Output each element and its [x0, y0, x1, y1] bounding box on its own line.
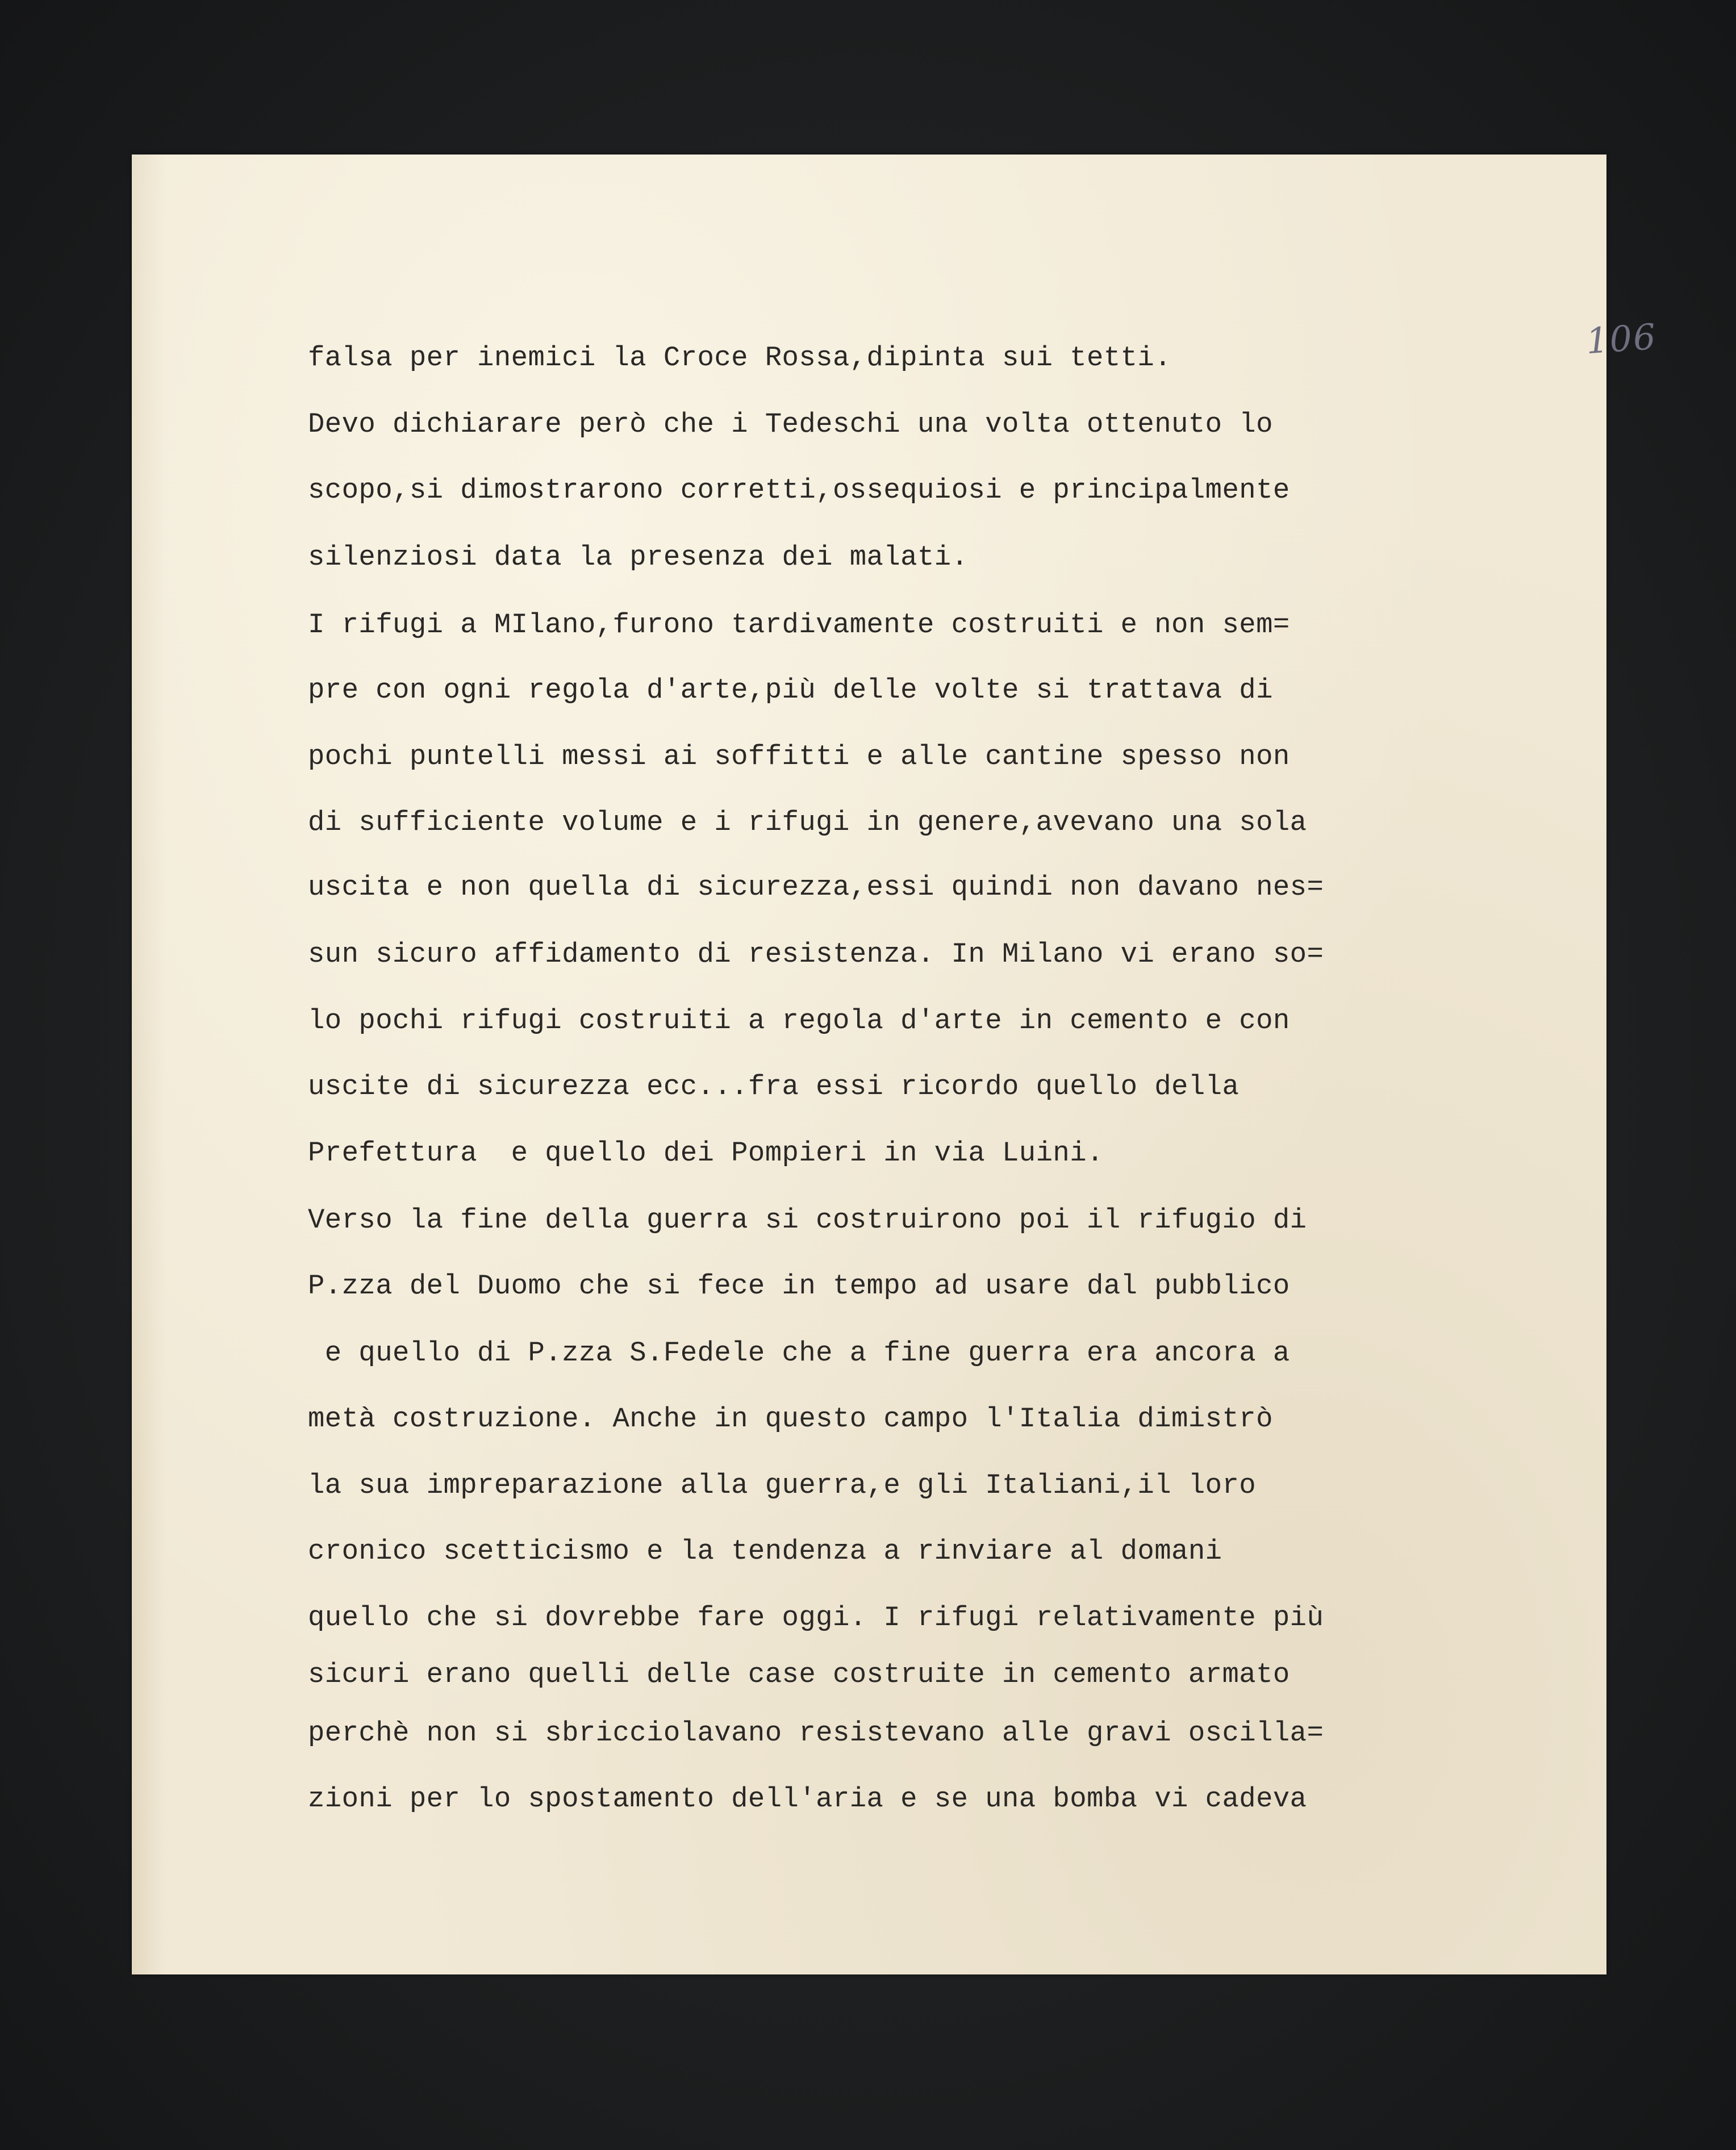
text-line-11: lo pochi rifugi costruiti a regola d'arte in cemento e con [308, 1005, 1290, 1037]
text-line-20: quello che si dovrebbe fare oggi. I rifugi relativamente più [308, 1602, 1324, 1634]
text-line-19: cronico scetticismo e la tendenza a rinviare al domani [308, 1535, 1222, 1567]
text-line-7: pochi puntelli messi ai soffitti e alle cantine spesso non [308, 741, 1290, 773]
text-line-14: Verso la fine della guerra si costruirono poi il rifugio di [308, 1204, 1307, 1236]
text-line-1: falsa per inemici la Croce Rossa,dipinta sui tetti. [308, 342, 1172, 374]
page-number: 106 [1584, 315, 1658, 362]
typewritten-page [132, 155, 1658, 1974]
text-line-15: P.zza del Duomo che si fece in tempo ad usare dal pubblico [308, 1270, 1290, 1302]
text-line-13: Prefettura e quello dei Pompieri in via Luini. [308, 1137, 1104, 1169]
text-line-18: la sua impreparazione alla guerra,e gli Italiani,il loro [308, 1469, 1257, 1501]
text-line-22: perchè non si sbricciolavano resistevano alle gravi oscilla= [308, 1717, 1324, 1749]
text-line-16: e quello di P.zza S.Fedele che a fine guerra era ancora a [308, 1337, 1290, 1369]
text-line-8: di sufficiente volume e i rifugi in genere,avevano una sola [308, 807, 1307, 838]
text-line-9: uscita e non quella di sicurezza,essi quindi non davano nes= [308, 871, 1324, 903]
text-line-17: metà costruzione. Anche in questo campo l'Italia dimistrò [308, 1403, 1273, 1435]
text-line-2: Devo dichiarare però che i Tedeschi una volta ottenuto lo [308, 408, 1273, 440]
text-line-6: pre con ogni regola d'arte,più delle volte si trattava di [308, 674, 1273, 706]
text-line-3: scopo,si dimostrarono corretti,ossequiosi e principalmente [308, 474, 1290, 506]
text-line-10: sun sicuro affidamento di resistenza. In Milano vi erano so= [308, 938, 1324, 970]
text-line-12: uscite di sicurezza ecc...fra essi ricordo quello della [308, 1071, 1240, 1103]
text-line-23: zioni per lo spostamento dell'aria e se una bomba vi cadeva [308, 1783, 1307, 1815]
text-line-21: sicuri erano quelli delle case costruite in cemento armato [308, 1659, 1290, 1690]
text-line-4: silenziosi data la presenza dei malati. [308, 541, 969, 573]
text-line-5: I rifugi a MIlano,furono tardivamente costruiti e non sem= [308, 609, 1290, 641]
